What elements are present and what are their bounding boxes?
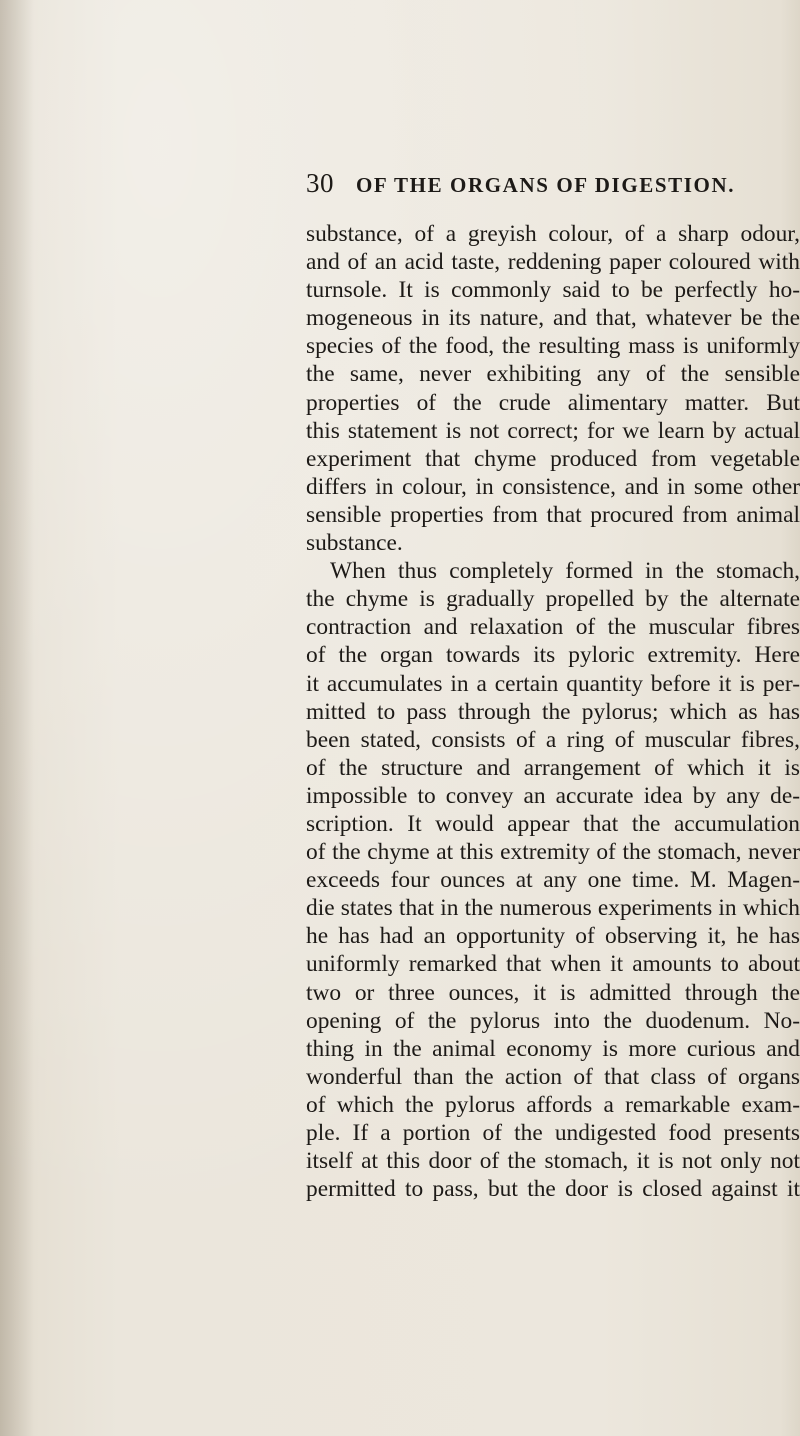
text-line: of which the pylorus affords a remarkable exam- xyxy=(306,1091,800,1118)
text-line: wonderful than the action of that class of organs xyxy=(306,1063,800,1090)
page-number: 30 xyxy=(306,168,334,198)
text-line: been stated, consists of a ring of muscular fibres, xyxy=(306,726,800,753)
text-line: die states that in the numerous experiments in which xyxy=(306,895,800,922)
binding-gutter-shadow xyxy=(0,0,34,1436)
text-line: impossible to convey an accurate idea by any de- xyxy=(306,782,800,809)
text-line: it accumulates in a certain quantity before it is per- xyxy=(306,670,800,697)
text-line: itself at this door of the stomach, it is not only not xyxy=(306,1148,800,1175)
text-line: exceeds four ounces at any one time. M. Magen- xyxy=(306,867,800,894)
text-line: contraction and relaxation of the muscular fibres xyxy=(306,614,800,641)
text-line: substance, of a greyish colour, of a sharp odour, xyxy=(306,221,800,247)
text-line: the chyme is gradually propelled by the alternate xyxy=(306,586,800,613)
text-line: ple. If a portion of the undigested food presents xyxy=(306,1120,800,1146)
text-line: and of an acid taste, reddening paper coloured with xyxy=(306,249,800,276)
text-line: substance. xyxy=(306,530,403,557)
text-line: of the chyme at this extremity of the stomach, never xyxy=(306,839,800,866)
running-title: OF THE ORGANS OF DIGESTION. xyxy=(356,173,736,197)
text-line: two or three ounces, it is admitted through the xyxy=(306,979,800,1006)
body-text xyxy=(306,220,800,1203)
text-line: he has had an opportunity of observing it, he has xyxy=(306,923,800,950)
text-line: thing in the animal economy is more curious and xyxy=(306,1035,800,1062)
text-line: mogeneous in its nature, and that, whatever be the xyxy=(306,305,800,332)
text-line: of the organ towards its pyloric extremity. Here xyxy=(306,642,800,669)
text-line: experiment that chyme produced from vegetable xyxy=(306,445,800,472)
text-line: permitted to pass, but the door is closed against it xyxy=(306,1176,800,1203)
text-line: mitted to pass through the pylorus; which as has xyxy=(306,698,800,725)
text-line: scription. It would appear that the accumulation xyxy=(306,810,800,837)
text-line: properties of the crude alimentary matter. But xyxy=(306,389,800,416)
text-line: the same, never exhibiting any of the sensible xyxy=(306,361,800,388)
text-line: differs in colour, in consistence, and in some other xyxy=(306,473,800,500)
text-line: turnsole. It is commonly said to be perfectly ho- xyxy=(306,277,800,304)
text-line: opening of the pylorus into the duodenum. No- xyxy=(306,1007,800,1034)
text-line: sensible properties from that procured from animal xyxy=(306,501,800,528)
text-line: When thus completely formed in the stomach, xyxy=(330,558,800,585)
text-line: species of the food, the resulting mass is uniformly xyxy=(306,333,800,360)
text-line: of the structure and arrangement of which it is xyxy=(306,754,800,781)
running-head xyxy=(306,168,735,200)
text-line: uniformly remarked that when it amounts to about xyxy=(306,951,800,978)
text-line: this statement is not correct; for we learn by actual xyxy=(306,417,800,444)
